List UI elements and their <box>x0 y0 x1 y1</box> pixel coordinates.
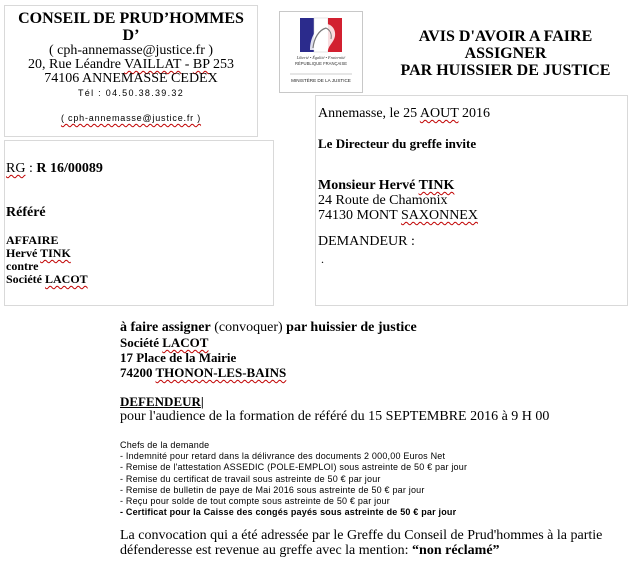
court-name-line1: CONSEIL DE PRUD’HOMMES <box>18 10 244 27</box>
marianne-emblem-icon <box>280 12 362 92</box>
ministry-logo <box>279 11 363 93</box>
court-name-line2: D’ <box>122 27 140 44</box>
claim-item: - Indemnité pour retard dans la délivrance des documents 2 000,00 Euros Net <box>120 451 446 462</box>
logo-republic: RÉPUBLIQUE FRANÇAISE <box>294 61 348 66</box>
notice-director: Le Directeur du greffe invite <box>318 136 477 151</box>
summons-street: 17 Place de la Mairie <box>120 350 237 365</box>
recipient-address <box>318 178 478 223</box>
court-phone: Tél : 04.50.38.39.32 <box>77 88 185 98</box>
claims-title: Chefs de la demande <box>120 440 210 450</box>
claim-item: - Remise de bulletin de paye de Mai 2016 sous astreinte de 50 € par jour <box>120 484 425 495</box>
summons-role: DEFENDEUR| <box>120 394 204 409</box>
rg-label: RG <box>6 161 26 176</box>
defendant-name: Société LACOT <box>6 272 88 286</box>
summons-intro: à faire assigner (convoquer) par huissier de justice <box>120 320 417 335</box>
delivery-notice <box>120 528 620 558</box>
summons-hearing: pour l'audience de la formation de référé du 15 SEPTEMBRE 2016 à 9 H 00 <box>120 409 550 424</box>
defendeur-label: DEFENDEUR <box>120 394 201 409</box>
title-line2: ASSIGNER <box>464 45 547 62</box>
case-parties <box>6 234 88 286</box>
claim-item: - Remise du certificat de travail sous astreinte de 50 € par jour <box>120 473 381 484</box>
summons-company: Société LACOT <box>120 335 209 350</box>
logo-ministry: MINISTÈRE DE LA JUSTICE <box>291 78 351 83</box>
delivery-mention: “non réclamé” <box>412 543 500 559</box>
plaintiff-name: Hervé TINK <box>6 246 71 260</box>
court-email-small-text: ( cph-annemasse@justice.fr ) <box>60 113 202 123</box>
recipient-dot: . <box>321 252 324 266</box>
contre-label: contre <box>6 259 39 273</box>
document-title <box>383 28 628 79</box>
court-city: 74106 ANNEMASSE CEDEX <box>44 71 218 86</box>
title-line3: PAR HUISSIER DE JUSTICE <box>400 62 611 79</box>
delivery-notice-line1: La convocation qui a été adressée par le Greffe du Conseil de Prud'hommes à la partie <box>120 528 603 544</box>
summons-block <box>120 320 620 558</box>
court-name <box>6 10 256 44</box>
claim-item: - Certificat pour la Caisse des congés payés sous astreinte de 50 € par jour <box>120 507 457 518</box>
recipient-city: 74130 MONT SAXONNEX <box>318 208 478 223</box>
logo-motto: Liberté • Égalité • Fraternité <box>296 55 346 60</box>
procedure-type: Référé <box>6 205 46 220</box>
recipient-role: DEMANDEUR : <box>318 234 415 249</box>
case-rg: RG : R 16/00089 <box>6 161 103 176</box>
affaire-label: AFFAIRE <box>6 233 59 247</box>
claim-item: - Remise de l'attestation ASSEDIC (POLE-EMPLOI) sous astreinte de 50 € par jour <box>120 462 468 473</box>
delivery-notice-start: défenderesse est revenue au greffe avec la mention: <box>120 543 413 559</box>
notice-date: Annemasse, le 25 AOUT 2016 <box>318 106 491 121</box>
recipient-name: Monsieur Hervé TINK <box>318 178 455 193</box>
title-line1: AVIS D'AVOIR A FAIRE <box>418 28 593 45</box>
court-email-small <box>6 113 256 123</box>
recipient-street: 24 Route de Chamonix <box>318 193 448 208</box>
summons-city: 74200 THONON-LES-BAINS <box>120 365 287 380</box>
court-email: ( cph-annemasse@justice.fr ) <box>48 43 214 58</box>
delivery-notice-line2 <box>120 543 620 558</box>
rg-number: R 16/00089 <box>36 161 103 176</box>
claims-list <box>120 440 620 518</box>
court-street: 20, Rue Léandre VAILLAT - BP 253 <box>28 57 234 72</box>
claim-item: - Reçu pour solde de tout compte sous astreinte de 50 € par jour <box>120 496 390 507</box>
